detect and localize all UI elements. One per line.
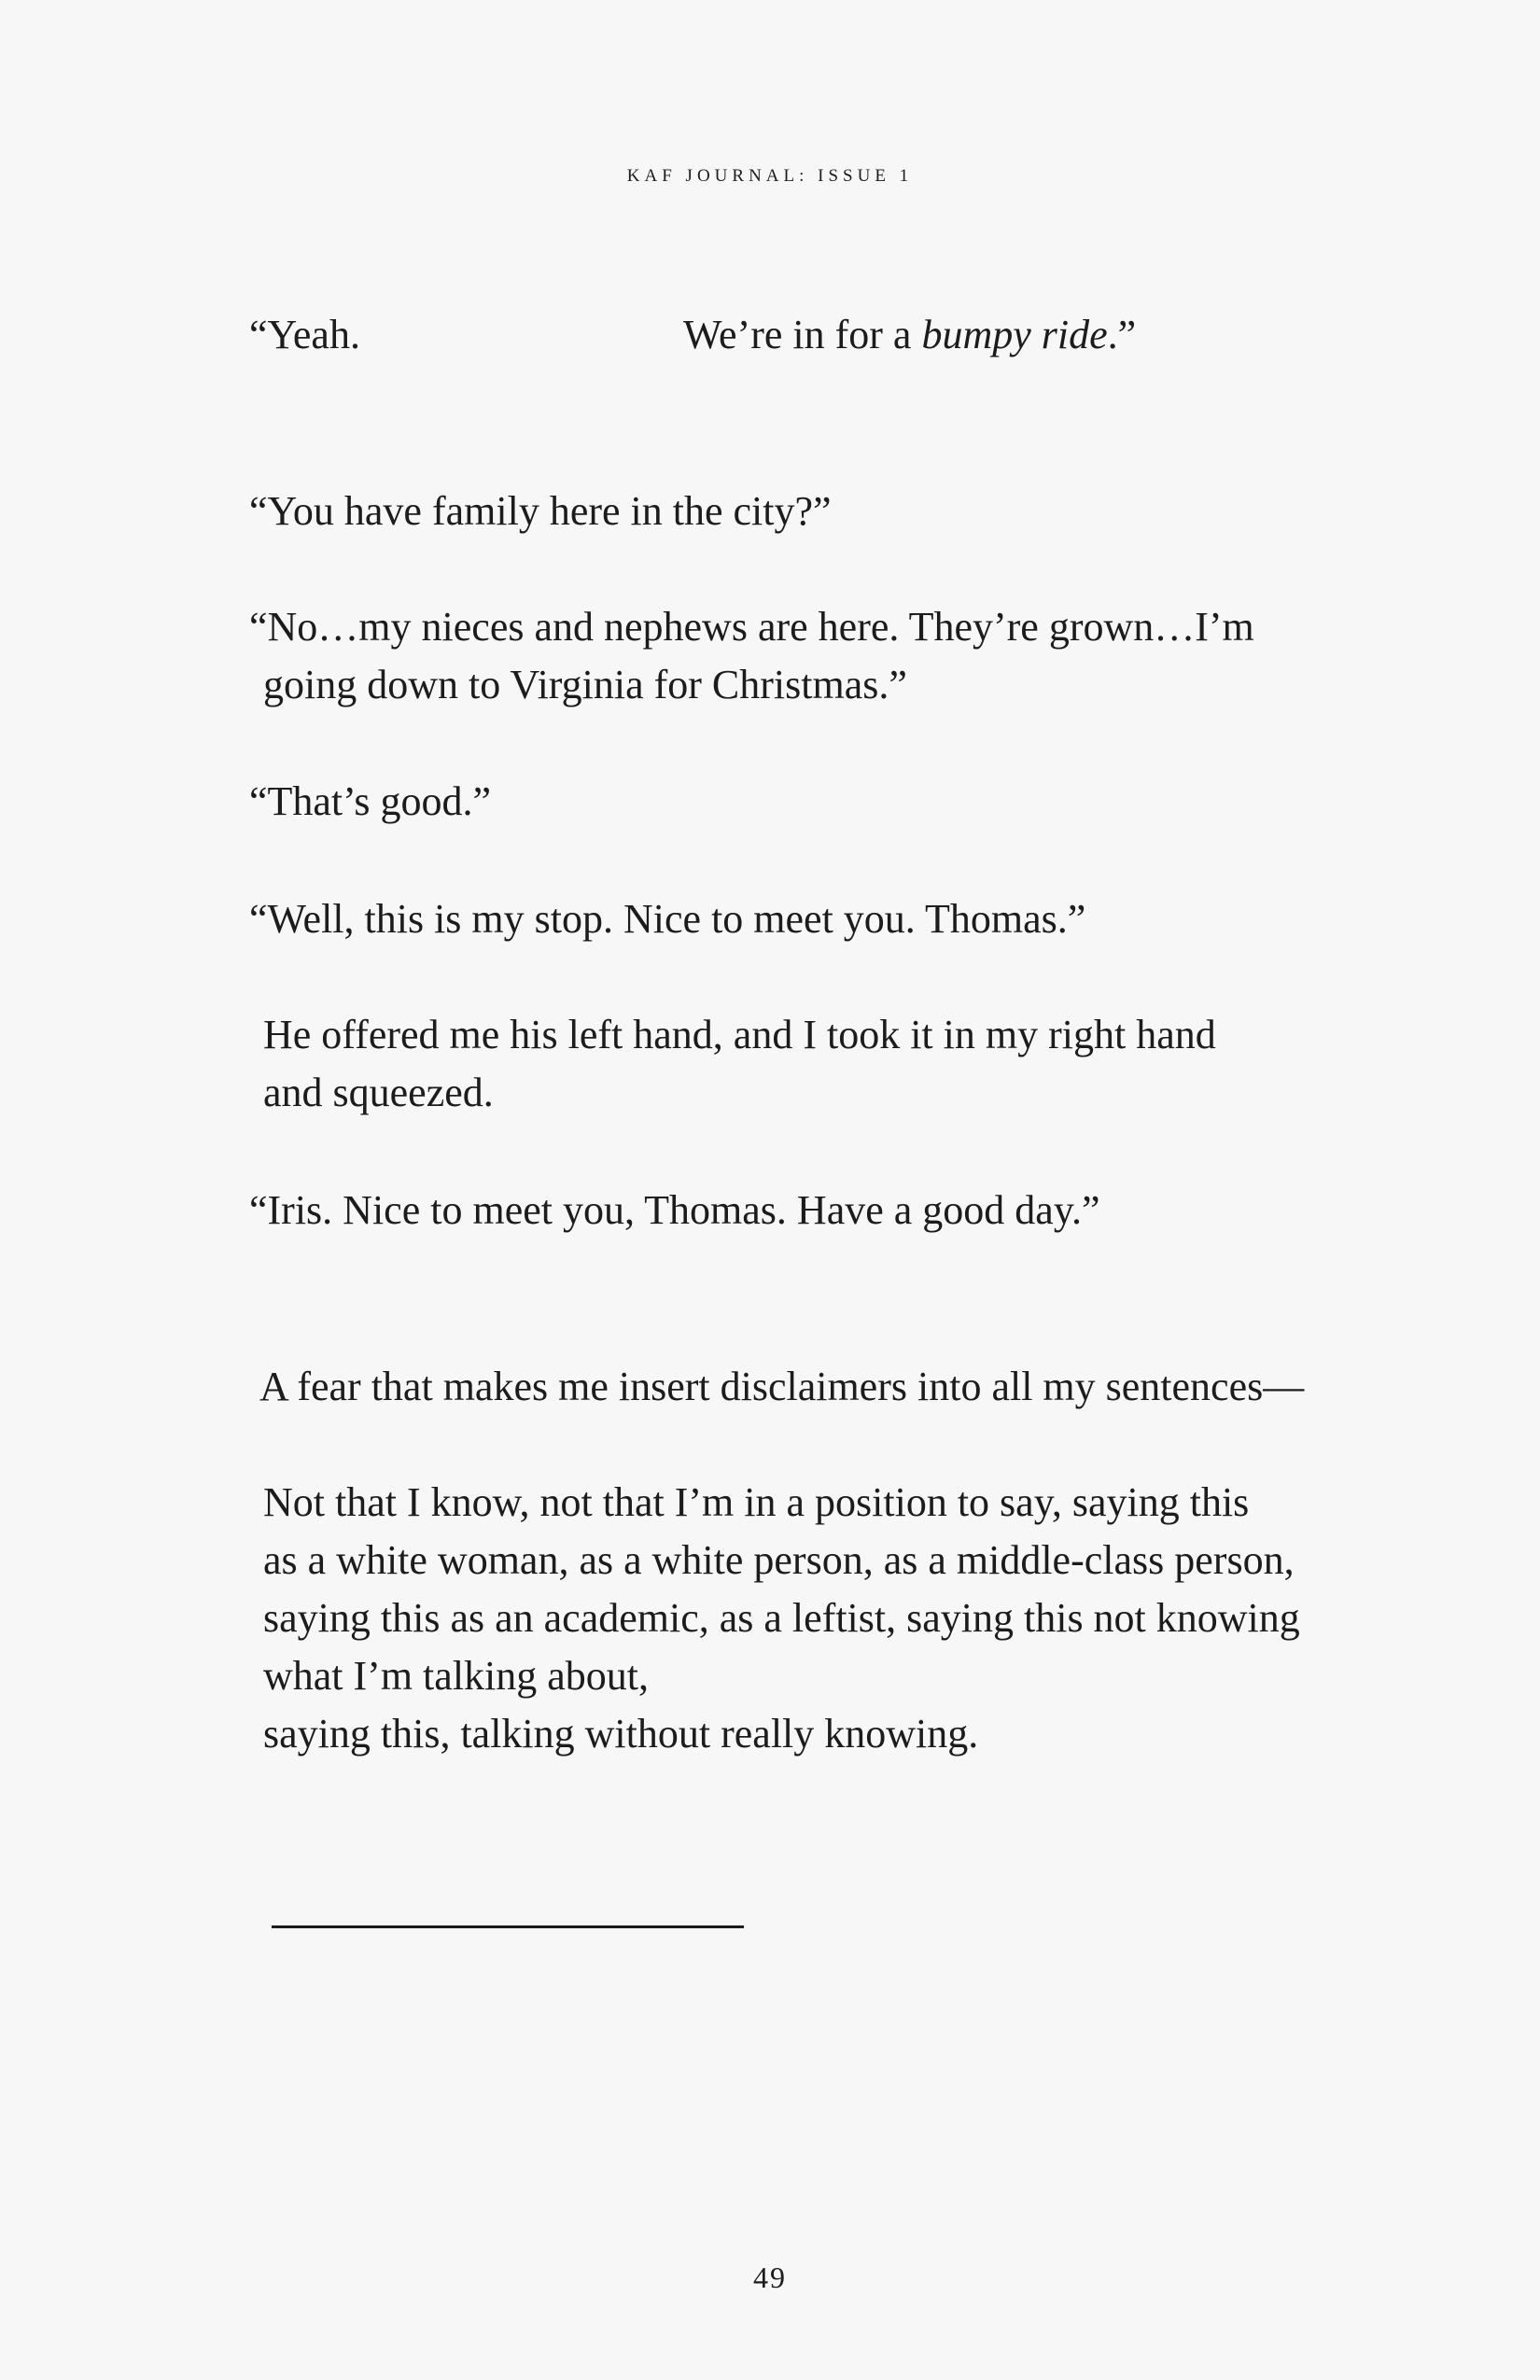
dialogue-yeah: “Yeah.	[249, 312, 360, 357]
section-divider-rule	[272, 1925, 744, 1928]
disclaimer-line: as a white woman, as a white person, as a middle-class person,	[263, 1537, 1295, 1583]
dialogue-iris-reply: “Iris. Nice to meet you, Thomas. Have a good day.”	[249, 1187, 1100, 1233]
narration-offered-line-2: and squeezed.	[263, 1070, 494, 1115]
page-number: 49	[753, 2261, 787, 2294]
reflection-fear-line: A fear that makes me insert disclaimers into all my sentences—	[259, 1364, 1305, 1409]
narration-offered-line-1: He offered me his left hand, and I took it in my right hand	[263, 1012, 1216, 1057]
dialogue-my-stop: “Well, this is my stop. Nice to meet you. Thomas.”	[249, 896, 1086, 942]
dialogue-nieces-line-2: going down to Virginia for Christmas.”	[263, 662, 907, 707]
dialogue-thats-good: “That’s good.”	[249, 778, 492, 824]
disclaimer-line: what I’m talking about,	[263, 1653, 650, 1699]
bumpy-ride-emphasis: bumpy ride	[921, 312, 1108, 357]
dialogue-family-question: “You have family here in the city?”	[249, 488, 832, 534]
disclaimer-line: saying this, talking without really knowing.	[263, 1711, 979, 1757]
bumpy-ride-suffix: .”	[1107, 312, 1137, 357]
dialogue-nieces-line-1: “No…my nieces and nephews are here. They’re grown…I’m	[249, 604, 1254, 650]
running-header: kaf journal: issue 1	[626, 159, 914, 187]
bumpy-ride-prefix: We’re in for a	[683, 312, 922, 357]
disclaimer-line: saying this as an academic, as a leftist, saying this not knowing	[263, 1595, 1300, 1641]
dialogue-bumpy-ride	[683, 306, 1136, 364]
disclaimer-line: Not that I know, not that I’m in a position to say, saying this	[263, 1479, 1250, 1525]
